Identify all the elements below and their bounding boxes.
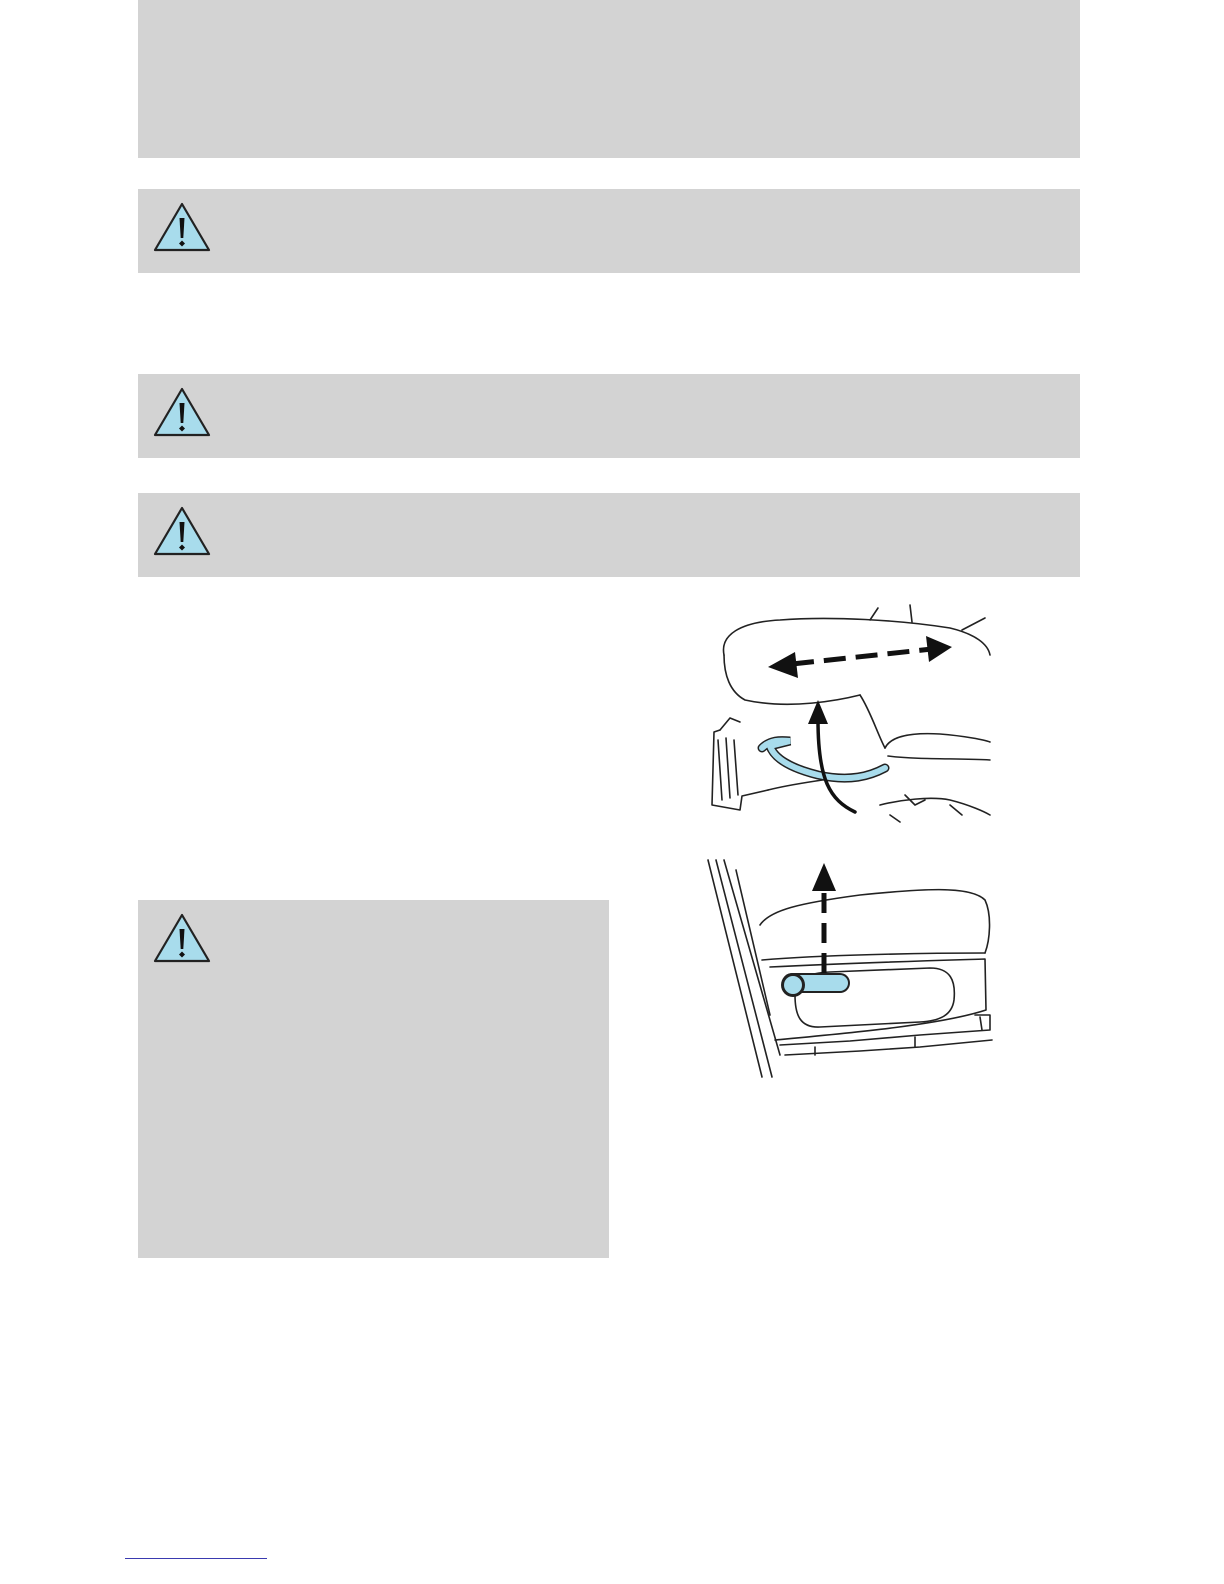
warning-panel-1 bbox=[138, 189, 1080, 273]
warning-panel-4 bbox=[138, 900, 609, 1258]
footer-link-underline bbox=[125, 1558, 267, 1559]
seat-fore-aft-adjust-illustration bbox=[700, 600, 1000, 825]
warning-triangle-icon bbox=[152, 912, 212, 964]
warning-triangle-icon bbox=[152, 201, 212, 253]
seat-height-adjust-illustration bbox=[700, 855, 1000, 1080]
warning-triangle-icon bbox=[152, 386, 212, 438]
warning-panel-2 bbox=[138, 374, 1080, 458]
top-note-panel bbox=[138, 0, 1080, 158]
warning-panel-3 bbox=[138, 493, 1080, 577]
warning-triangle-icon bbox=[152, 505, 212, 557]
